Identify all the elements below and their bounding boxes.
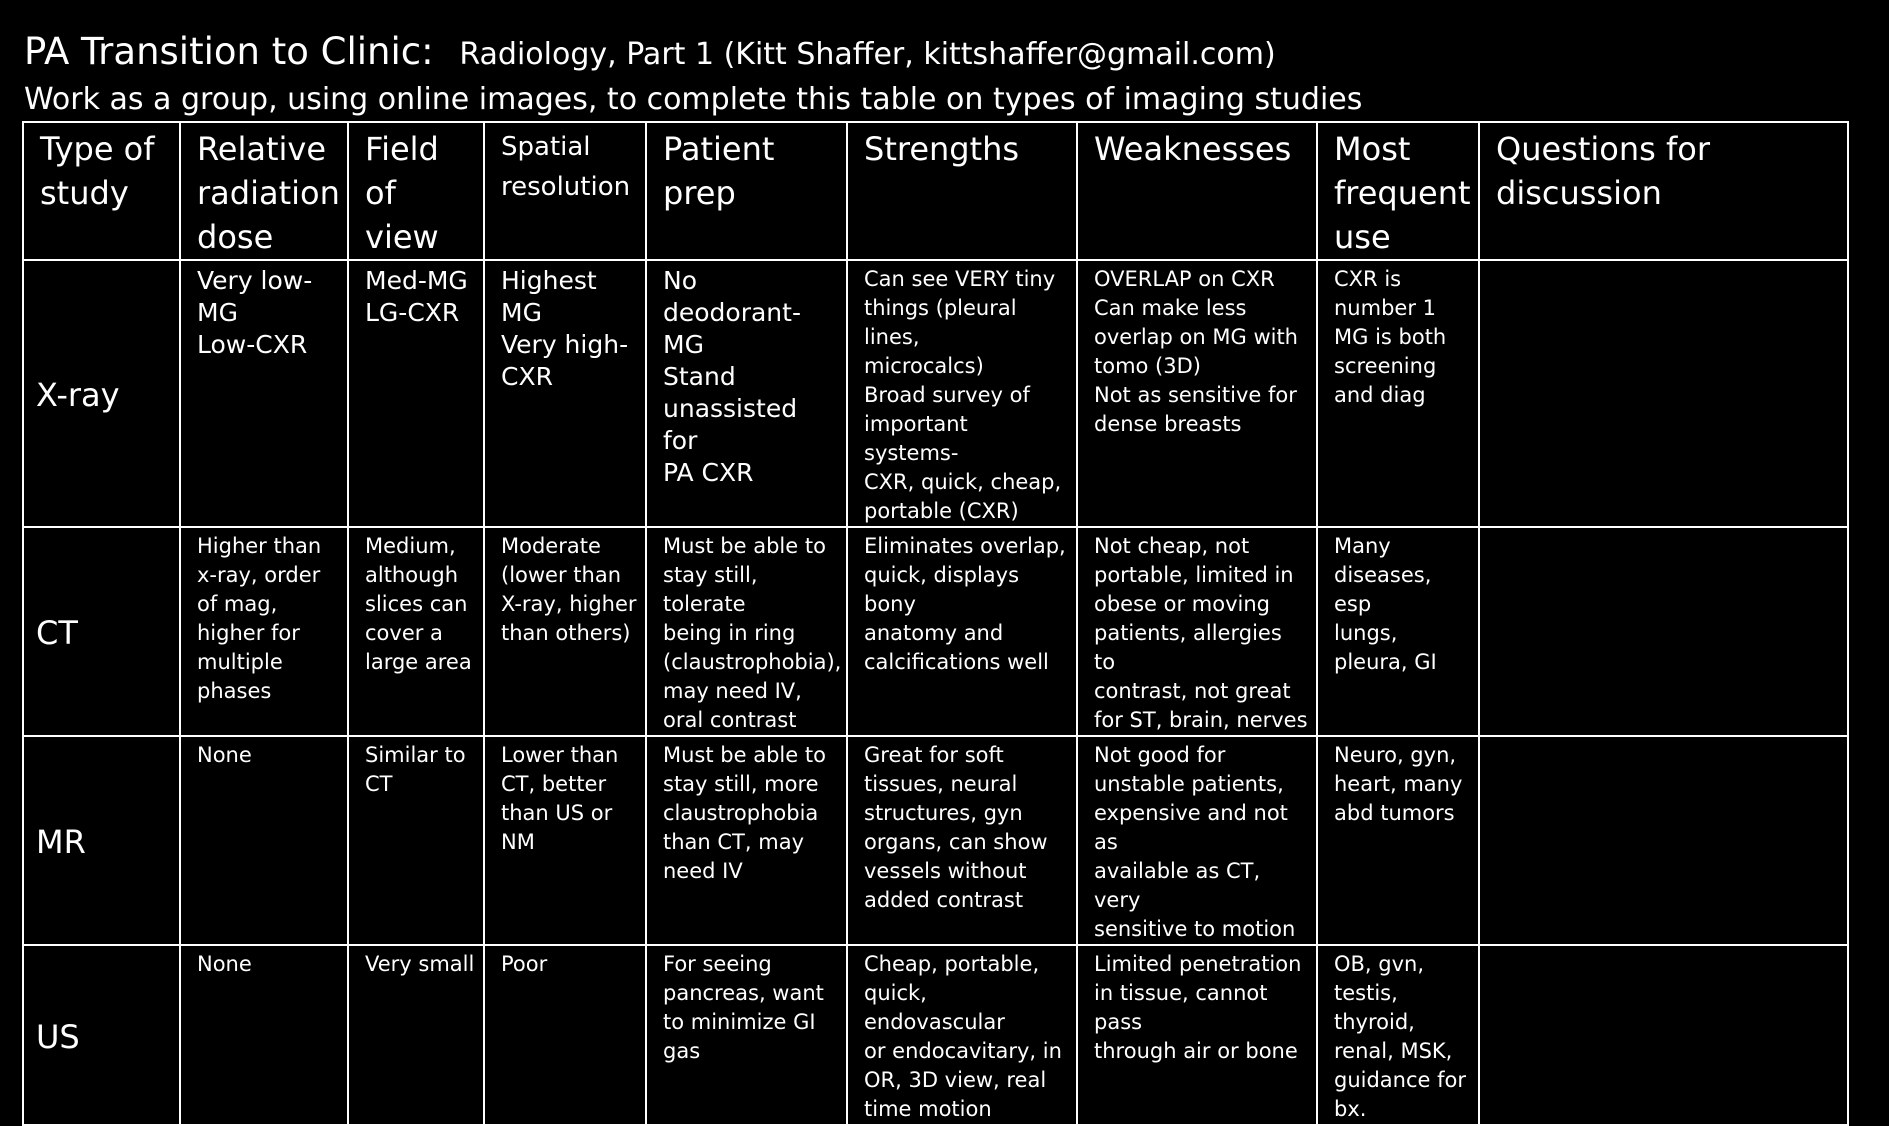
cell-weaknesses: Not good for unstable patients, expensive and not as available as CT, very sensitive to motion xyxy=(1077,736,1317,945)
col-header-field: Field of view xyxy=(348,122,484,260)
cell-questions xyxy=(1479,260,1848,527)
col-header-use: Most frequent use xyxy=(1317,122,1479,260)
cell-use: OB, gvn, testis, thyroid, renal, MSK, guidance for bx. xyxy=(1317,945,1479,1125)
cell-strengths: Cheap, portable, quick, endovascular or endocavitary, in OR, 3D view, real time motion xyxy=(847,945,1077,1125)
col-header-type: Type of study xyxy=(23,122,180,260)
col-header-resolution: Spatial resolution xyxy=(484,122,646,260)
cell-strengths: Great for soft tissues, neural structures, gyn organs, can show vessels without added contrast xyxy=(847,736,1077,945)
cell-resolution: Poor xyxy=(484,945,646,1125)
cell-dose: Very low- MG Low-CXR xyxy=(180,260,348,527)
col-header-dose: Relative radiation dose xyxy=(180,122,348,260)
cell-field: Medium, although slices can cover a large area xyxy=(348,527,484,736)
cell-resolution: Lower than CT, better than US or NM xyxy=(484,736,646,945)
cell-dose: Higher than x-ray, order of mag, higher for multiple phases xyxy=(180,527,348,736)
table-row-ct xyxy=(23,527,1848,736)
table-row-us xyxy=(23,945,1848,1125)
cell-questions xyxy=(1479,736,1848,945)
cell-use: Many diseases, esp lungs, pleura, GI xyxy=(1317,527,1479,736)
cell-prep: For seeing pancreas, want to minimize GI gas xyxy=(646,945,847,1125)
cell-use: CXR is number 1 MG is both screening and diag xyxy=(1317,260,1479,527)
table-row-mr xyxy=(23,736,1848,945)
cell-resolution: Moderate (lower than X-ray, higher than others) xyxy=(484,527,646,736)
cell-weaknesses: Not cheap, not portable, limited in obese or moving patients, allergies to contrast, not great for ST, brain, nerves xyxy=(1077,527,1317,736)
cell-dose: None xyxy=(180,736,348,945)
col-header-prep: Patient prep xyxy=(646,122,847,260)
imaging-studies-table xyxy=(22,121,1849,1126)
row-type: US xyxy=(23,945,180,1125)
col-header-strengths: Strengths xyxy=(847,122,1077,260)
cell-use: Neuro, gyn, heart, many abd tumors xyxy=(1317,736,1479,945)
instructions-text: Work as a group, using online images, to complete this table on types of imaging studies xyxy=(24,82,1363,117)
table-header-row xyxy=(23,122,1848,260)
cell-resolution: Highest MG Very high- CXR xyxy=(484,260,646,527)
row-type: CT xyxy=(23,527,180,736)
row-type: X-ray xyxy=(23,260,180,527)
title-text: PA Transition to Clinic: xyxy=(24,30,434,73)
col-header-questions: Questions for discussion xyxy=(1479,122,1848,260)
cell-field: Similar to CT xyxy=(348,736,484,945)
cell-prep: Must be able to stay still, more claustrophobia than CT, may need IV xyxy=(646,736,847,945)
cell-field: Very small xyxy=(348,945,484,1125)
row-type: MR xyxy=(23,736,180,945)
cell-prep: Must be able to stay still, tolerate being in ring (claustrophobia), may need IV, oral contrast xyxy=(646,527,847,736)
col-header-weaknesses: Weaknesses xyxy=(1077,122,1317,260)
cell-field: Med-MG LG-CXR xyxy=(348,260,484,527)
table-row-xray xyxy=(23,260,1848,527)
cell-weaknesses: OVERLAP on CXR Can make less overlap on MG with tomo (3D) Not as sensitive for dense breasts xyxy=(1077,260,1317,527)
cell-questions xyxy=(1479,945,1848,1125)
cell-weaknesses: Limited penetration in tissue, cannot pass through air or bone xyxy=(1077,945,1317,1125)
cell-prep: No deodorant- MG Stand unassisted for PA CXR xyxy=(646,260,847,527)
cell-questions xyxy=(1479,527,1848,736)
slide-title xyxy=(24,30,1276,77)
cell-strengths: Can see VERY tiny things (pleural lines, microcalcs) Broad survey of important systems- CXR, quick, cheap, portable (CXR) xyxy=(847,260,1077,527)
subtitle-text: Radiology, Part 1 (Kitt Shaffer, kittshaffer@gmail.com) xyxy=(459,37,1276,72)
cell-dose: None xyxy=(180,945,348,1125)
cell-strengths: Eliminates overlap, quick, displays bony anatomy and calcifications well xyxy=(847,527,1077,736)
